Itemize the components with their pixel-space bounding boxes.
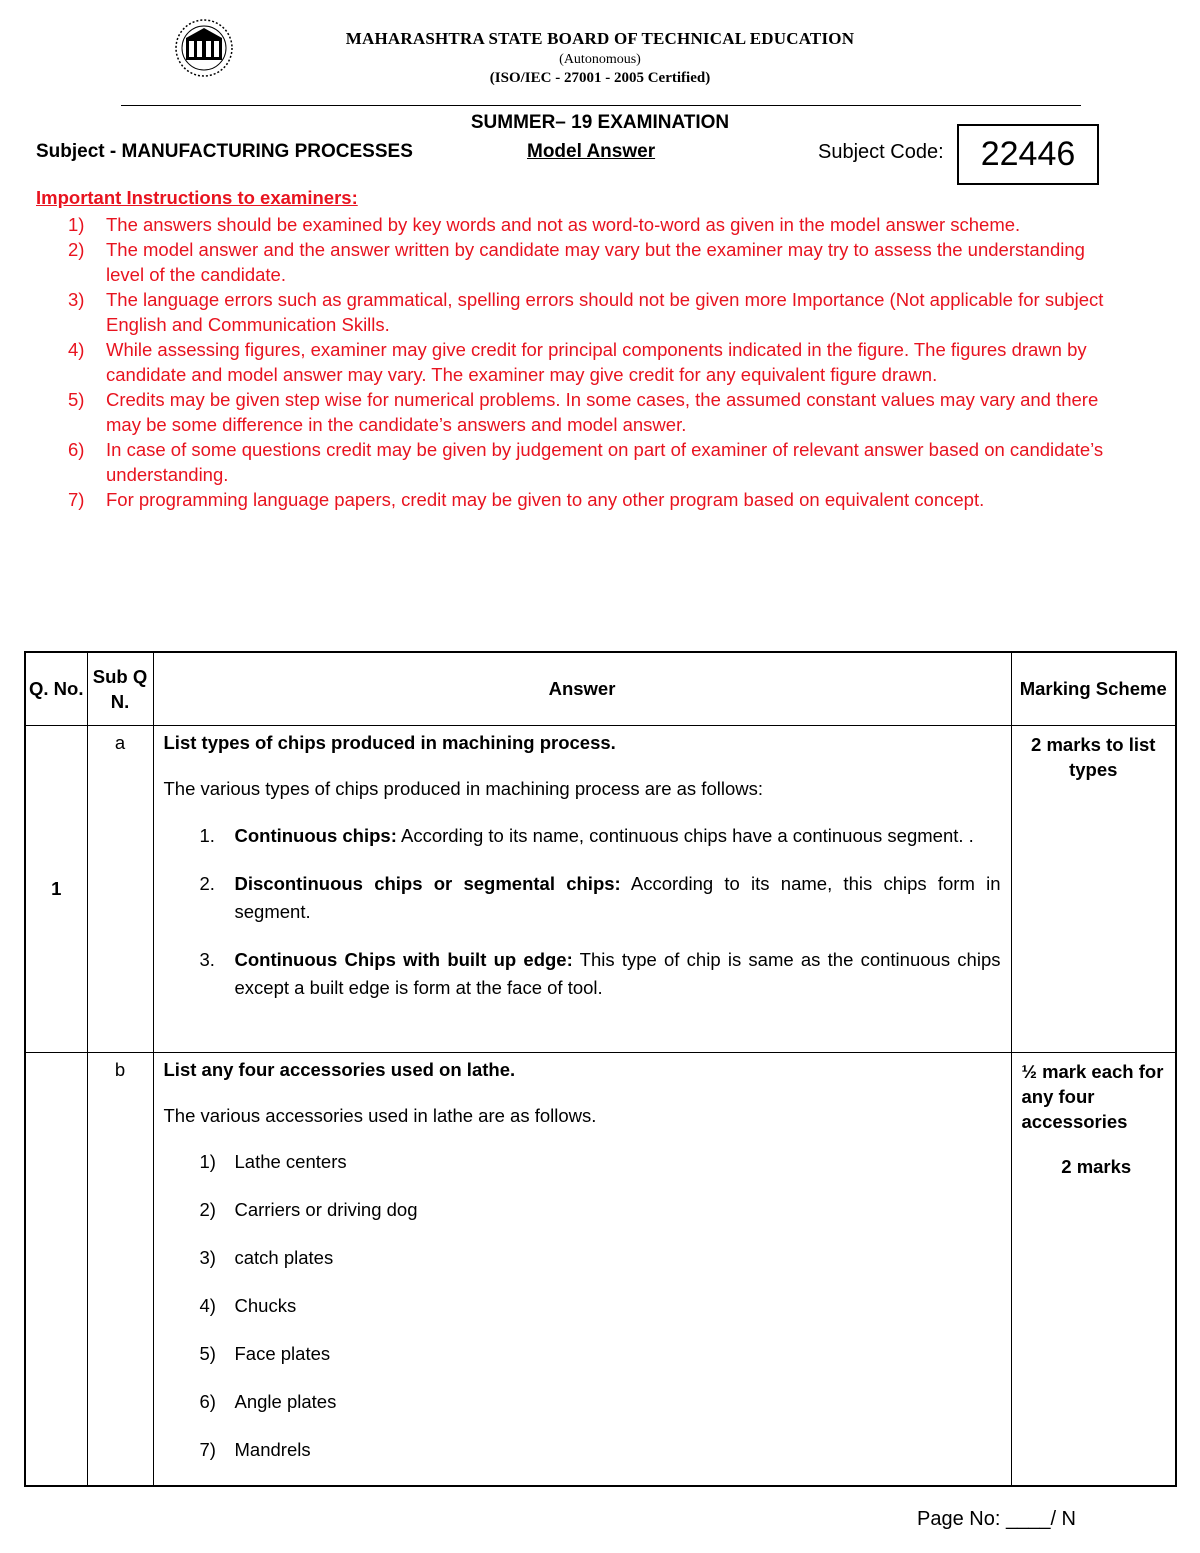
list-number: 6) [199, 1390, 216, 1412]
board-name: MAHARASHTRA STATE BOARD OF TECHNICAL EDUCATION [345, 29, 855, 48]
instruction-item [66, 287, 1126, 337]
table-header-row [25, 652, 1176, 725]
header-marking: Marking Scheme [1011, 652, 1176, 725]
header-answer: Answer [153, 652, 1011, 725]
answer-cell [153, 725, 1011, 1052]
header-divider [121, 105, 1081, 106]
list-item [164, 946, 1001, 1002]
marking-scheme: 2 marks to list types [1011, 725, 1176, 1052]
marking-text: ½ mark each for any four accessories [1021, 1060, 1164, 1132]
subject-name: Subject - MANUFACTURING PROCESSES [36, 141, 413, 162]
accessory-name: Lathe centers [234, 1150, 347, 1172]
list-item [164, 1341, 1001, 1366]
list-number: 2. [199, 872, 215, 894]
chip-description: This type of chip is same as the continuous chips except a built edge is form at the face of tool. [234, 948, 1001, 998]
list-number: 3. [199, 948, 215, 970]
accessories-list [164, 1149, 1001, 1462]
question-text: List any four accessories used on lathe. [163, 1058, 516, 1080]
answer-intro: The various types of chips produced in machining process are as follows: [163, 777, 763, 799]
list-item [164, 1245, 1001, 1270]
accessory-name: catch plates [234, 1246, 334, 1268]
list-item [164, 1437, 1001, 1462]
chip-term: Continuous Chips with built up edge: [234, 948, 573, 970]
instruction-text: The language errors such as grammatical, spelling errors should not be given more Importance (Not applicable for subject English and Communication Skills. [106, 289, 1104, 335]
question-text: List types of chips produced in machining process. [163, 731, 616, 753]
list-item [164, 870, 1001, 926]
answer-table [24, 651, 1177, 1487]
accessory-name: Carriers or driving dog [234, 1198, 418, 1220]
chip-description: According to its name, this chips form in segment. [234, 872, 1001, 922]
chip-term: Discontinuous chips or segmental chips: [234, 872, 621, 894]
accessory-name: Angle plates [234, 1390, 337, 1412]
marking-scheme [1011, 1052, 1176, 1486]
accessory-name: Chucks [234, 1294, 297, 1316]
subject-code-label: Subject Code: [818, 141, 944, 163]
model-answer-label: Model Answer [527, 141, 656, 162]
chip-description: According to its name, continuous chips have a continuous segment. . [396, 824, 974, 846]
list-number: 1) [199, 1150, 216, 1172]
chip-term: Continuous chips: [234, 824, 397, 846]
list-number: 7) [199, 1438, 216, 1460]
accessory-name: Mandrels [234, 1438, 311, 1460]
marking-total: 2 marks [1061, 1155, 1132, 1177]
instruction-number: 4) [68, 339, 85, 360]
list-item [164, 1293, 1001, 1318]
autonomous-label: (Autonomous) [559, 52, 641, 67]
answer-intro: The various accessories used in lathe are as follows. [163, 1104, 597, 1126]
table-row [25, 725, 1176, 1052]
instruction-item [66, 212, 1126, 237]
sub-question-label: b [87, 1052, 153, 1486]
chip-types-list [164, 822, 1001, 1002]
header-subqn: Sub Q N. [87, 652, 153, 725]
instruction-item [66, 437, 1126, 487]
instruction-item [66, 237, 1126, 287]
instruction-text: The model answer and the answer written by candidate may vary but the examiner may try to assess the understanding level of the candidate. [106, 239, 1085, 285]
instruction-number: 3) [68, 289, 85, 310]
sub-question-label: a [87, 725, 153, 1052]
instruction-number: 6) [68, 439, 85, 460]
instructions-title: Important Instructions to examiners: [36, 187, 358, 208]
instruction-item [66, 387, 1126, 437]
list-number: 2) [199, 1198, 216, 1220]
instruction-text: For programming language papers, credit may be given to any other program based on equivalent concept. [106, 489, 985, 510]
list-number: 1. [199, 824, 215, 846]
list-item [164, 1149, 1001, 1174]
instruction-item [66, 487, 1126, 512]
answer-cell [153, 1052, 1011, 1486]
instruction-number: 5) [68, 389, 85, 410]
page-number: Page No: ____/ N [917, 1508, 1076, 1530]
list-number: 5) [199, 1342, 216, 1364]
instruction-text: While assessing figures, examiner may give credit for principal components indicated in the figure. The figures drawn by candidate and model answer may vary. The examiner may give credit for any equivalent figure drawn. [106, 339, 1087, 385]
instruction-text: In case of some questions credit may be given by judgement on part of examiner of relevant answer based on candidate’s understanding. [106, 439, 1104, 485]
list-item [164, 822, 1001, 850]
list-number: 3) [199, 1246, 216, 1268]
instruction-number: 7) [68, 489, 85, 510]
question-number-empty [25, 1052, 87, 1486]
subject-code-box: 22446 [957, 124, 1099, 185]
instruction-number: 2) [68, 239, 85, 260]
list-number: 4) [199, 1294, 216, 1316]
instruction-item [66, 337, 1126, 387]
instruction-number: 1) [68, 214, 85, 235]
table-row [25, 1052, 1176, 1486]
instructions-list [66, 212, 1126, 512]
instruction-text: Credits may be given step wise for numerical problems. In some cases, the assumed constant values may vary and there may be some difference in the candidate’s answers and model answer. [106, 389, 1099, 435]
accessory-name: Face plates [234, 1342, 331, 1364]
list-item [164, 1389, 1001, 1414]
exam-title: SUMMER– 19 EXAMINATION [470, 112, 730, 133]
header-qno: Q. No. [25, 652, 87, 725]
question-number: 1 [25, 725, 87, 1052]
list-item [164, 1197, 1001, 1222]
instruction-text: The answers should be examined by key words and not as word-to-word as given in the model answer scheme. [106, 214, 1021, 235]
certification-label: (ISO/IEC - 27001 - 2005 Certified) [489, 70, 711, 86]
